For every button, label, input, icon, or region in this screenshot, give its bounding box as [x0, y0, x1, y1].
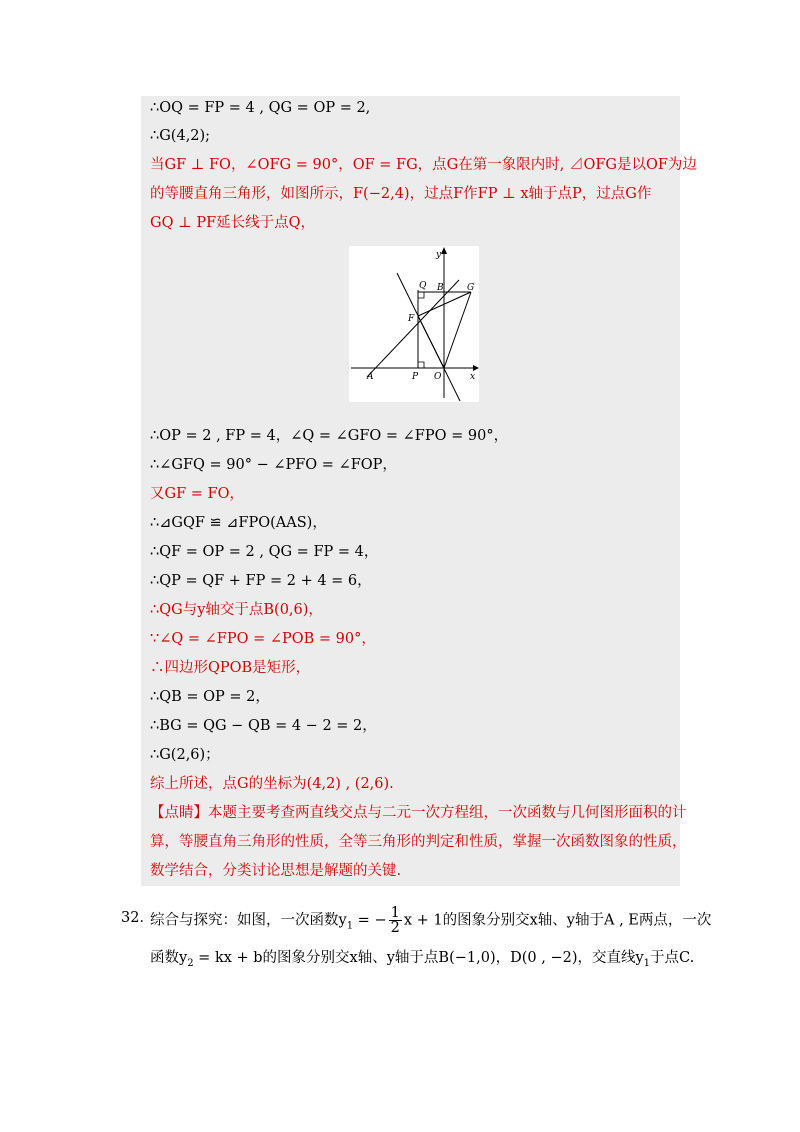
solution-line: ∴G(4,2); [150, 128, 211, 144]
solution-line: ∴QP = QF + FP = 2 + 4 = 6， [150, 573, 372, 589]
solution-line: ∴四边形QPOB是矩形， [150, 660, 311, 676]
solution-line: 又GF = FO， [150, 486, 244, 502]
label-x: x [470, 372, 476, 382]
label-p: P [412, 372, 419, 382]
question-line-2: 函数$y_2$ = kx + b的图象分别交x轴、y轴于点B(−1,0)，D(0 , −2)，交直线$y_1$于点C. [150, 950, 695, 969]
solution-line: ∴⊿GQF ≌ ⊿FPO(AAS)， [150, 515, 327, 531]
label-q: Q [419, 281, 427, 291]
segment-go [444, 292, 471, 368]
line-af [367, 280, 459, 377]
solution-line: 的等腰直角三角形，如图所示，F(−2,4)，过点F作FP ⊥ x轴于点P，过点G作 [150, 186, 652, 202]
solution-line: ∴QB = OP = 2， [150, 689, 270, 705]
label-o: O [434, 372, 442, 382]
x-axis-arrow [473, 365, 479, 371]
solution-line: 算，等腰直角三角形的性质，全等三角形的判定和性质，掌握一次函数图象的性质， [150, 834, 687, 850]
solution-line: ∴QF = OP = 2 , QG = FP = 4， [150, 544, 379, 560]
label-b: B [437, 283, 444, 293]
question-number: 32． [121, 910, 154, 926]
segment-fo [418, 316, 444, 368]
label-f: F [408, 314, 415, 324]
solution-line: ∴∠GFQ = 90° − ∠PFO = ∠FOP， [150, 457, 397, 473]
right-angle-q [418, 292, 424, 298]
solution-line: ∴OQ = FP = 4 , QG = OP = 2, [150, 100, 371, 116]
solution-line: 当GF ⊥ FO，∠OFG = 90°，OF = FG，点G在第一象限内时, ⊿OFG是以OF为边 [150, 157, 697, 173]
fraction-one-half: $\frac{1}{2}$ [390, 905, 400, 936]
solution-line: ∵∠Q = ∠FPO = ∠POB = 90°， [150, 631, 376, 647]
solution-line: ∴BG = QG − QB = 4 − 2 = 2， [150, 718, 377, 734]
y-axis-arrow [441, 247, 447, 254]
solution-line: ∴G(2,6)； [150, 747, 220, 763]
right-angle-p [418, 362, 424, 368]
label-a: A [367, 372, 374, 382]
solution-line: 综上所述，点G的坐标为(4,2) , (2,6). [150, 776, 394, 792]
label-g: G [467, 283, 475, 293]
coordinate-figure [349, 246, 479, 402]
label-y: y [436, 250, 442, 260]
solution-line: 数学结合，分类讨论思想是解题的关键. [150, 863, 402, 879]
solution-line: ∴OP = 2 , FP = 4，∠Q = ∠GFO = ∠FPO = 90°， [150, 428, 509, 444]
solution-line: 【点睛】本题主要考查两直线交点与二元一次方程组，一次函数与几何图形面积的计 [150, 805, 687, 821]
solution-line: GQ ⊥ PF延长线于点Q， [150, 215, 316, 231]
solution-line: ∴QG与y轴交于点B(0,6)， [150, 602, 323, 618]
question-line-1: 综合与探究：如图，一次函数$y_1$ = − $\frac{1}{2}$ x + 1的图象分别交x轴、y轴于A , E两点，一次 [150, 905, 712, 936]
